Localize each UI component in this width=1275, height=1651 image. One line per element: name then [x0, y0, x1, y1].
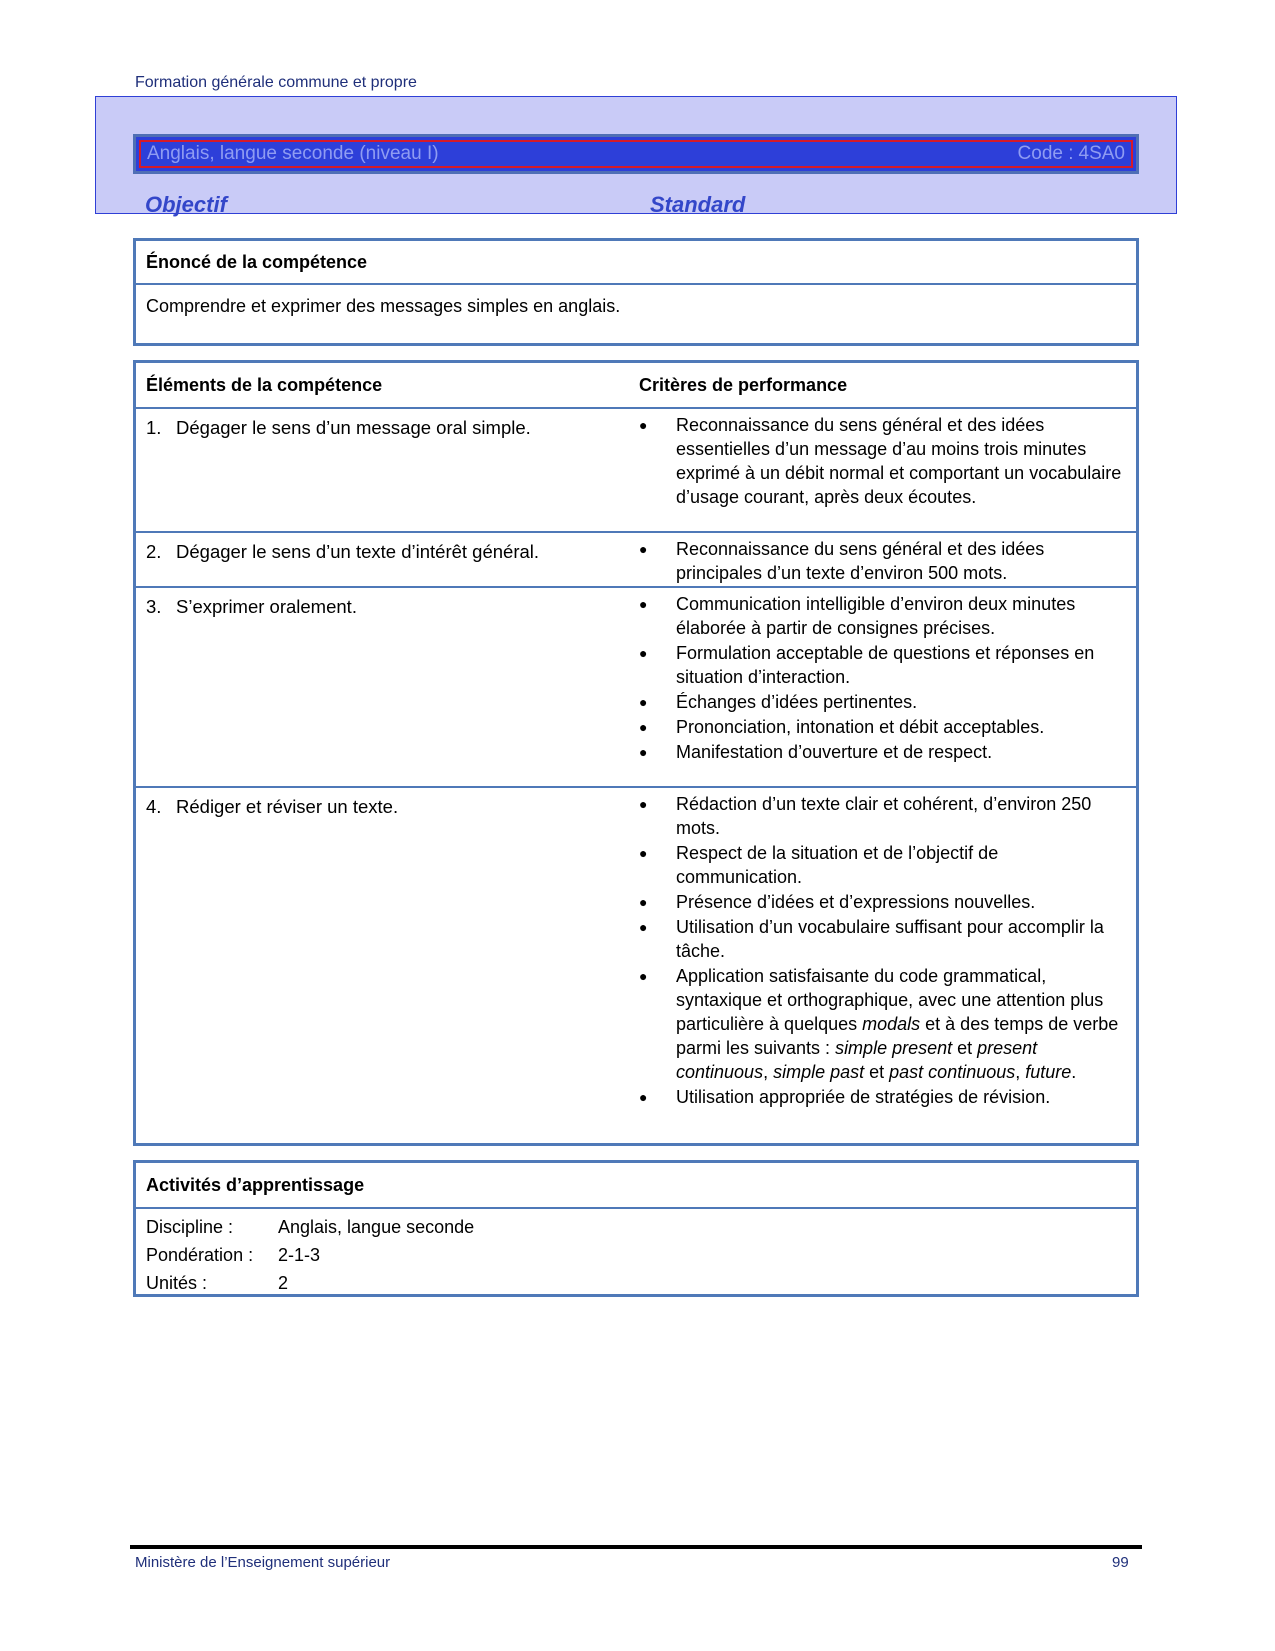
list-item: ● Reconnaissance du sens général et des idées essentielles d’un message d’au moins trois minutes exprimé à un débit normal et comportant un vocabulaire d’usage courant, après deux écoutes.: [639, 415, 1122, 507]
course-title-word: I): [426, 143, 439, 164]
bullet-icon: ●: [639, 541, 648, 557]
bullet-icon: ●: [639, 845, 648, 861]
bullet-icon: ●: [639, 894, 648, 910]
list-item: ● Manifestation d’ouverture et de respect.: [639, 742, 993, 762]
criteria-list: [639, 537, 1128, 586]
list-item: ● Prononciation, intonation et débit acceptables.: [639, 717, 1045, 737]
criteria-list: [639, 792, 1128, 1110]
table-row: [136, 786, 1136, 1143]
course-code-label: Code :: [1017, 143, 1074, 164]
course-title-word: Anglais,: [147, 143, 215, 164]
footer-rule: [130, 1545, 1142, 1549]
course-title-word: (niveau: [359, 143, 422, 164]
list-item: ● Reconnaissance du sens général et des idées principales d’un texte d’environ 500 mots.: [639, 539, 1045, 583]
bullet-icon: ●: [639, 968, 648, 984]
element-text: 3. S’exprimer oralement.: [146, 596, 357, 617]
course-title-bar: [133, 134, 1139, 174]
bullet-icon: ●: [639, 596, 648, 612]
course-code-value: 4SA0: [1078, 143, 1125, 164]
bullet-icon: ●: [639, 744, 648, 760]
info-line: Unités : 2: [146, 1273, 289, 1293]
page-number: 99: [1112, 1554, 1129, 1571]
list-item: ● Application satisfaisante du code grammatical, syntaxique et orthographique, avec une attention plus particulière à quelques modals et à des temps de verbe parmi les suivants : simple present et present continuous, simple past et past continuous, future.: [639, 966, 1119, 1082]
objectif-heading: Objectif: [145, 192, 227, 217]
list-item: ● Respect de la situation et de l’objectif de communication.: [639, 843, 999, 887]
criteria-list: [639, 592, 1128, 765]
course-title-word: seconde: [282, 143, 355, 164]
info-line: Pondération : 2-1-3: [146, 1245, 321, 1265]
bullet-icon: ●: [639, 1089, 648, 1105]
standard-heading: Standard: [650, 192, 746, 217]
list-item: ● Rédaction d’un texte clair et cohérent, d’environ 250 mots.: [639, 794, 1092, 838]
elements-heading: Éléments de la compétence: [146, 374, 383, 395]
bullet-icon: ●: [639, 796, 648, 812]
enonce-text: Comprendre et exprimer des messages simples en anglais.: [146, 296, 621, 316]
list-item: ● Utilisation appropriée de stratégies de révision.: [639, 1087, 1051, 1107]
element-text: 4. Rédiger et réviser un texte.: [146, 796, 399, 817]
course-title: [147, 143, 439, 165]
enonce-heading: Énoncé de la compétence: [136, 241, 1136, 285]
footer-ministry: Ministère de l’Enseignement supérieur: [135, 1554, 391, 1571]
criteria-heading: Critères de performance: [639, 374, 848, 395]
bullet-icon: ●: [639, 417, 648, 433]
list-item: ● Présence d’idées et d’expressions nouvelles.: [639, 892, 1036, 912]
table-row: [136, 407, 1136, 533]
bullet-icon: ●: [639, 719, 648, 735]
bullet-icon: ●: [639, 645, 648, 661]
enonce-box: [133, 238, 1139, 346]
element-text: 2. Dégager le sens d’un texte d’intérêt général.: [146, 541, 540, 562]
elements-table: [133, 360, 1139, 1146]
list-item: ● Utilisation d’un vocabulaire suffisant pour accomplir la tâche.: [639, 917, 1104, 961]
table-row: [136, 531, 1136, 588]
bullet-icon: ●: [639, 694, 648, 710]
activites-box: [133, 1160, 1139, 1297]
list-item: ● Échanges d’idées pertinentes.: [639, 692, 918, 712]
element-text: 1. Dégager le sens d’un message oral simple.: [146, 417, 531, 438]
activites-heading: Activités d’apprentissage: [136, 1163, 1136, 1209]
info-line: Discipline : Anglais, langue seconde: [146, 1217, 475, 1237]
table-row: [136, 586, 1136, 788]
list-item: ● Communication intelligible d’environ deux minutes élaborée à partir de consignes précises.: [639, 594, 1076, 638]
course-title-word: langue: [219, 143, 277, 164]
course-code: [1018, 143, 1125, 165]
criteria-list: [639, 413, 1128, 510]
list-item: ● Formulation acceptable de questions et réponses en situation d’interaction.: [639, 643, 1095, 687]
bullet-icon: ●: [639, 919, 648, 935]
running-head: Formation générale commune et propre: [135, 74, 417, 91]
